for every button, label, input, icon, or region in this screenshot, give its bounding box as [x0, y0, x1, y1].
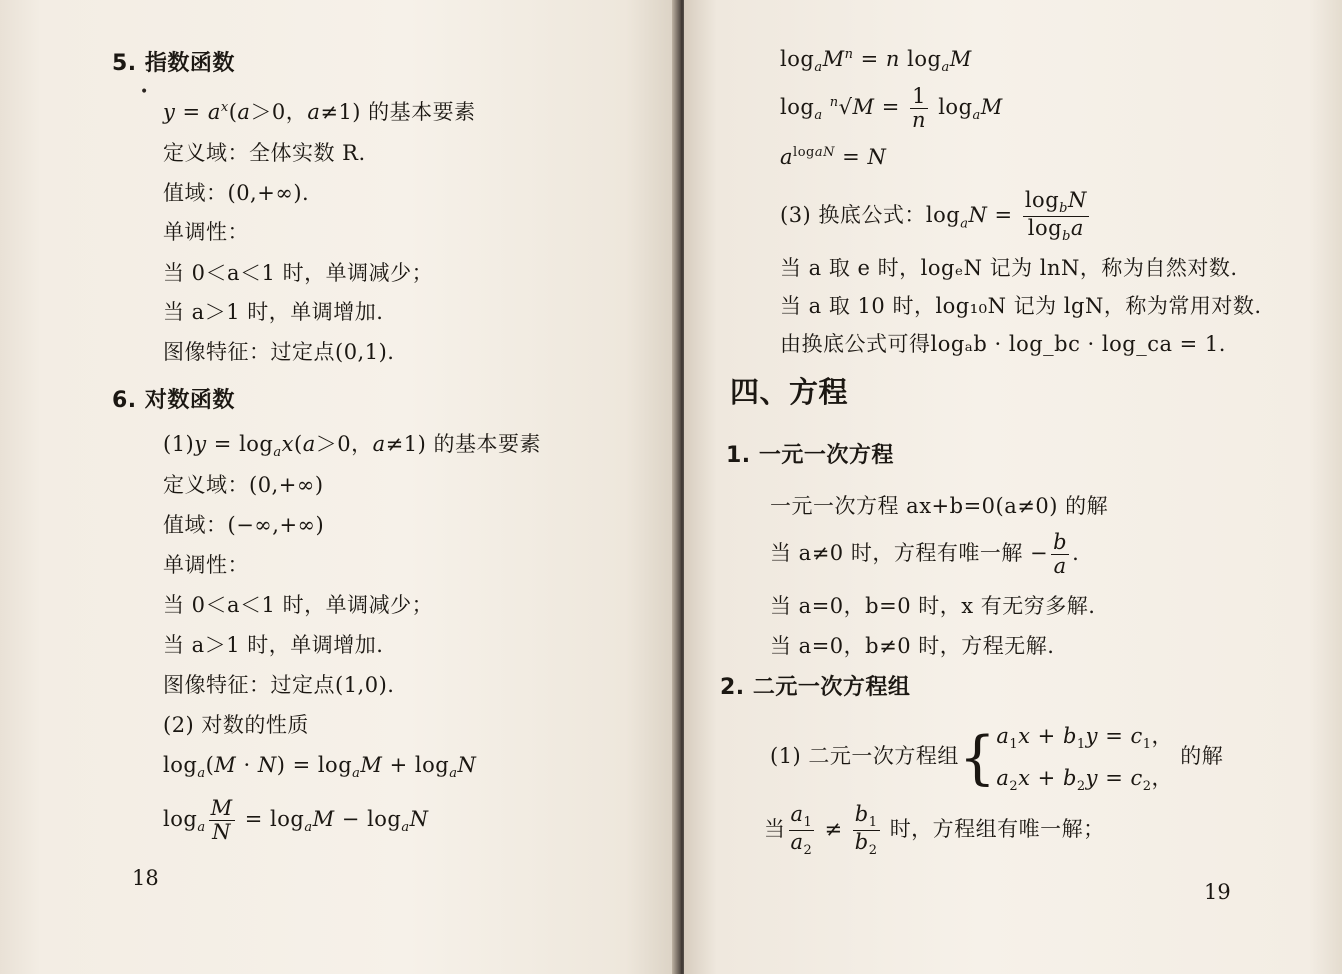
- chain-rule: 由换底公式可得logₐb · log_bc · log_ca = 1.: [780, 332, 1226, 356]
- log-power-rule: $\log_aM^n = n$ $\log_aM$: [780, 47, 972, 76]
- linear-system-unique: 当 $\frac{a_1}{a_2}$ ≠ $\frac{b_1}{b_2}$ 时，方程组有唯一解；: [764, 802, 1105, 859]
- linear-no-solution: 当 a=0，b≠0 时，方程无解.: [770, 634, 1055, 658]
- log-properties-heading: (2) 对数的性质: [163, 713, 309, 737]
- exp-monotonicity: 单调性：: [163, 220, 249, 244]
- exp-decreasing: 当 0＜a＜1 时，单调减少；: [163, 261, 434, 285]
- linear-unique-prefix: 当 a≠0 时，方程有唯一解 −: [770, 541, 1049, 565]
- exp-increasing: 当 a＞1 时，单调增加.: [163, 300, 384, 324]
- change-of-base: (3) 换底公式：$\log_aN$ = $\frac{\log_bN}{\log_ba}$: [780, 188, 1087, 245]
- exp-function-definition: $y = a^x(a>0$，a≠1) 的基本要素: [163, 100, 476, 124]
- log-graph: 图像特征：过定点(1,0).: [163, 673, 395, 697]
- linear-system-heading: 2. 二元一次方程组: [720, 675, 911, 700]
- log-domain: 定义域：(0,+∞): [163, 473, 324, 497]
- linear-equation-heading: 1. 一元一次方程: [726, 443, 894, 468]
- linear-system-unique-prefix: 当: [764, 817, 786, 842]
- linear-system-prefix: (1) 二元一次方程组: [770, 744, 959, 769]
- log-intro-suffix: 的基本要素: [433, 432, 541, 456]
- chapter-title: 四、方程: [730, 375, 849, 409]
- change-of-base-label: (3) 换底公式：: [780, 203, 926, 228]
- section-5-heading: 5. 指数函数: [112, 51, 235, 76]
- linear-infinite-solutions: 当 a=0，b=0 时，x 有无穷多解.: [770, 594, 1096, 618]
- exp-intro-suffix: 的基本要素: [368, 100, 476, 124]
- log-increasing: 当 a＞1 时，单调增加.: [163, 633, 384, 657]
- log-quotient-rule: $\log_a$ $\frac{M}{N}$ = $\log_aM - \log_aN$: [163, 796, 429, 844]
- ink-mark: •: [140, 84, 149, 100]
- right-page-number: 19: [1204, 880, 1231, 904]
- exp-range: 值域：(0,+∞).: [163, 181, 310, 205]
- section-6-heading: 6. 对数函数: [112, 388, 235, 413]
- common-log-note: 当 a 取 10 时，log₁₀N 记为 lgN，称为常用对数.: [780, 294, 1262, 318]
- linear-equation-intro: 一元一次方程 ax+b=0(a≠0) 的解: [770, 494, 1109, 518]
- linear-system-intro: (1) 二元一次方程组{$a_1x + b_1y = c_1$， $a_2x + b_2y = c_2$， 的解: [770, 723, 1224, 794]
- log-function-definition: $(1)y = \log_ax(a>0$，a≠1) 的基本要素: [163, 432, 541, 461]
- log-monotonicity: 单调性：: [163, 553, 249, 577]
- right-page: [684, 0, 1342, 974]
- linear-system-unique-suffix: 时，方程组有唯一解；: [889, 817, 1105, 842]
- log-root-rule: $\log_a ^n√M$ = $\frac{1}{n}$ $\log_aM$: [780, 84, 1003, 132]
- linear-system-suffix: 的解: [1180, 744, 1224, 769]
- left-page-number: 18: [132, 866, 159, 890]
- natural-log-note: 当 a 取 e 时，logₑN 记为 lnN，称为自然对数.: [780, 256, 1238, 280]
- exp-graph: 图像特征：过定点(0,1).: [163, 340, 395, 364]
- log-decreasing: 当 0＜a＜1 时，单调减少；: [163, 593, 434, 617]
- exp-domain: 定义域：全体实数 R.: [163, 141, 366, 165]
- log-identity: $a^{logaN} = N$: [780, 145, 887, 169]
- log-range: 值域：(−∞,+∞): [163, 513, 325, 537]
- log-product-rule: $\log_a(M \cdot N) = \log_aM + \log_aN$: [163, 753, 477, 782]
- linear-unique-solution: 当 a≠0 时，方程有唯一解 − $\frac{b}{a}$ .: [770, 530, 1080, 578]
